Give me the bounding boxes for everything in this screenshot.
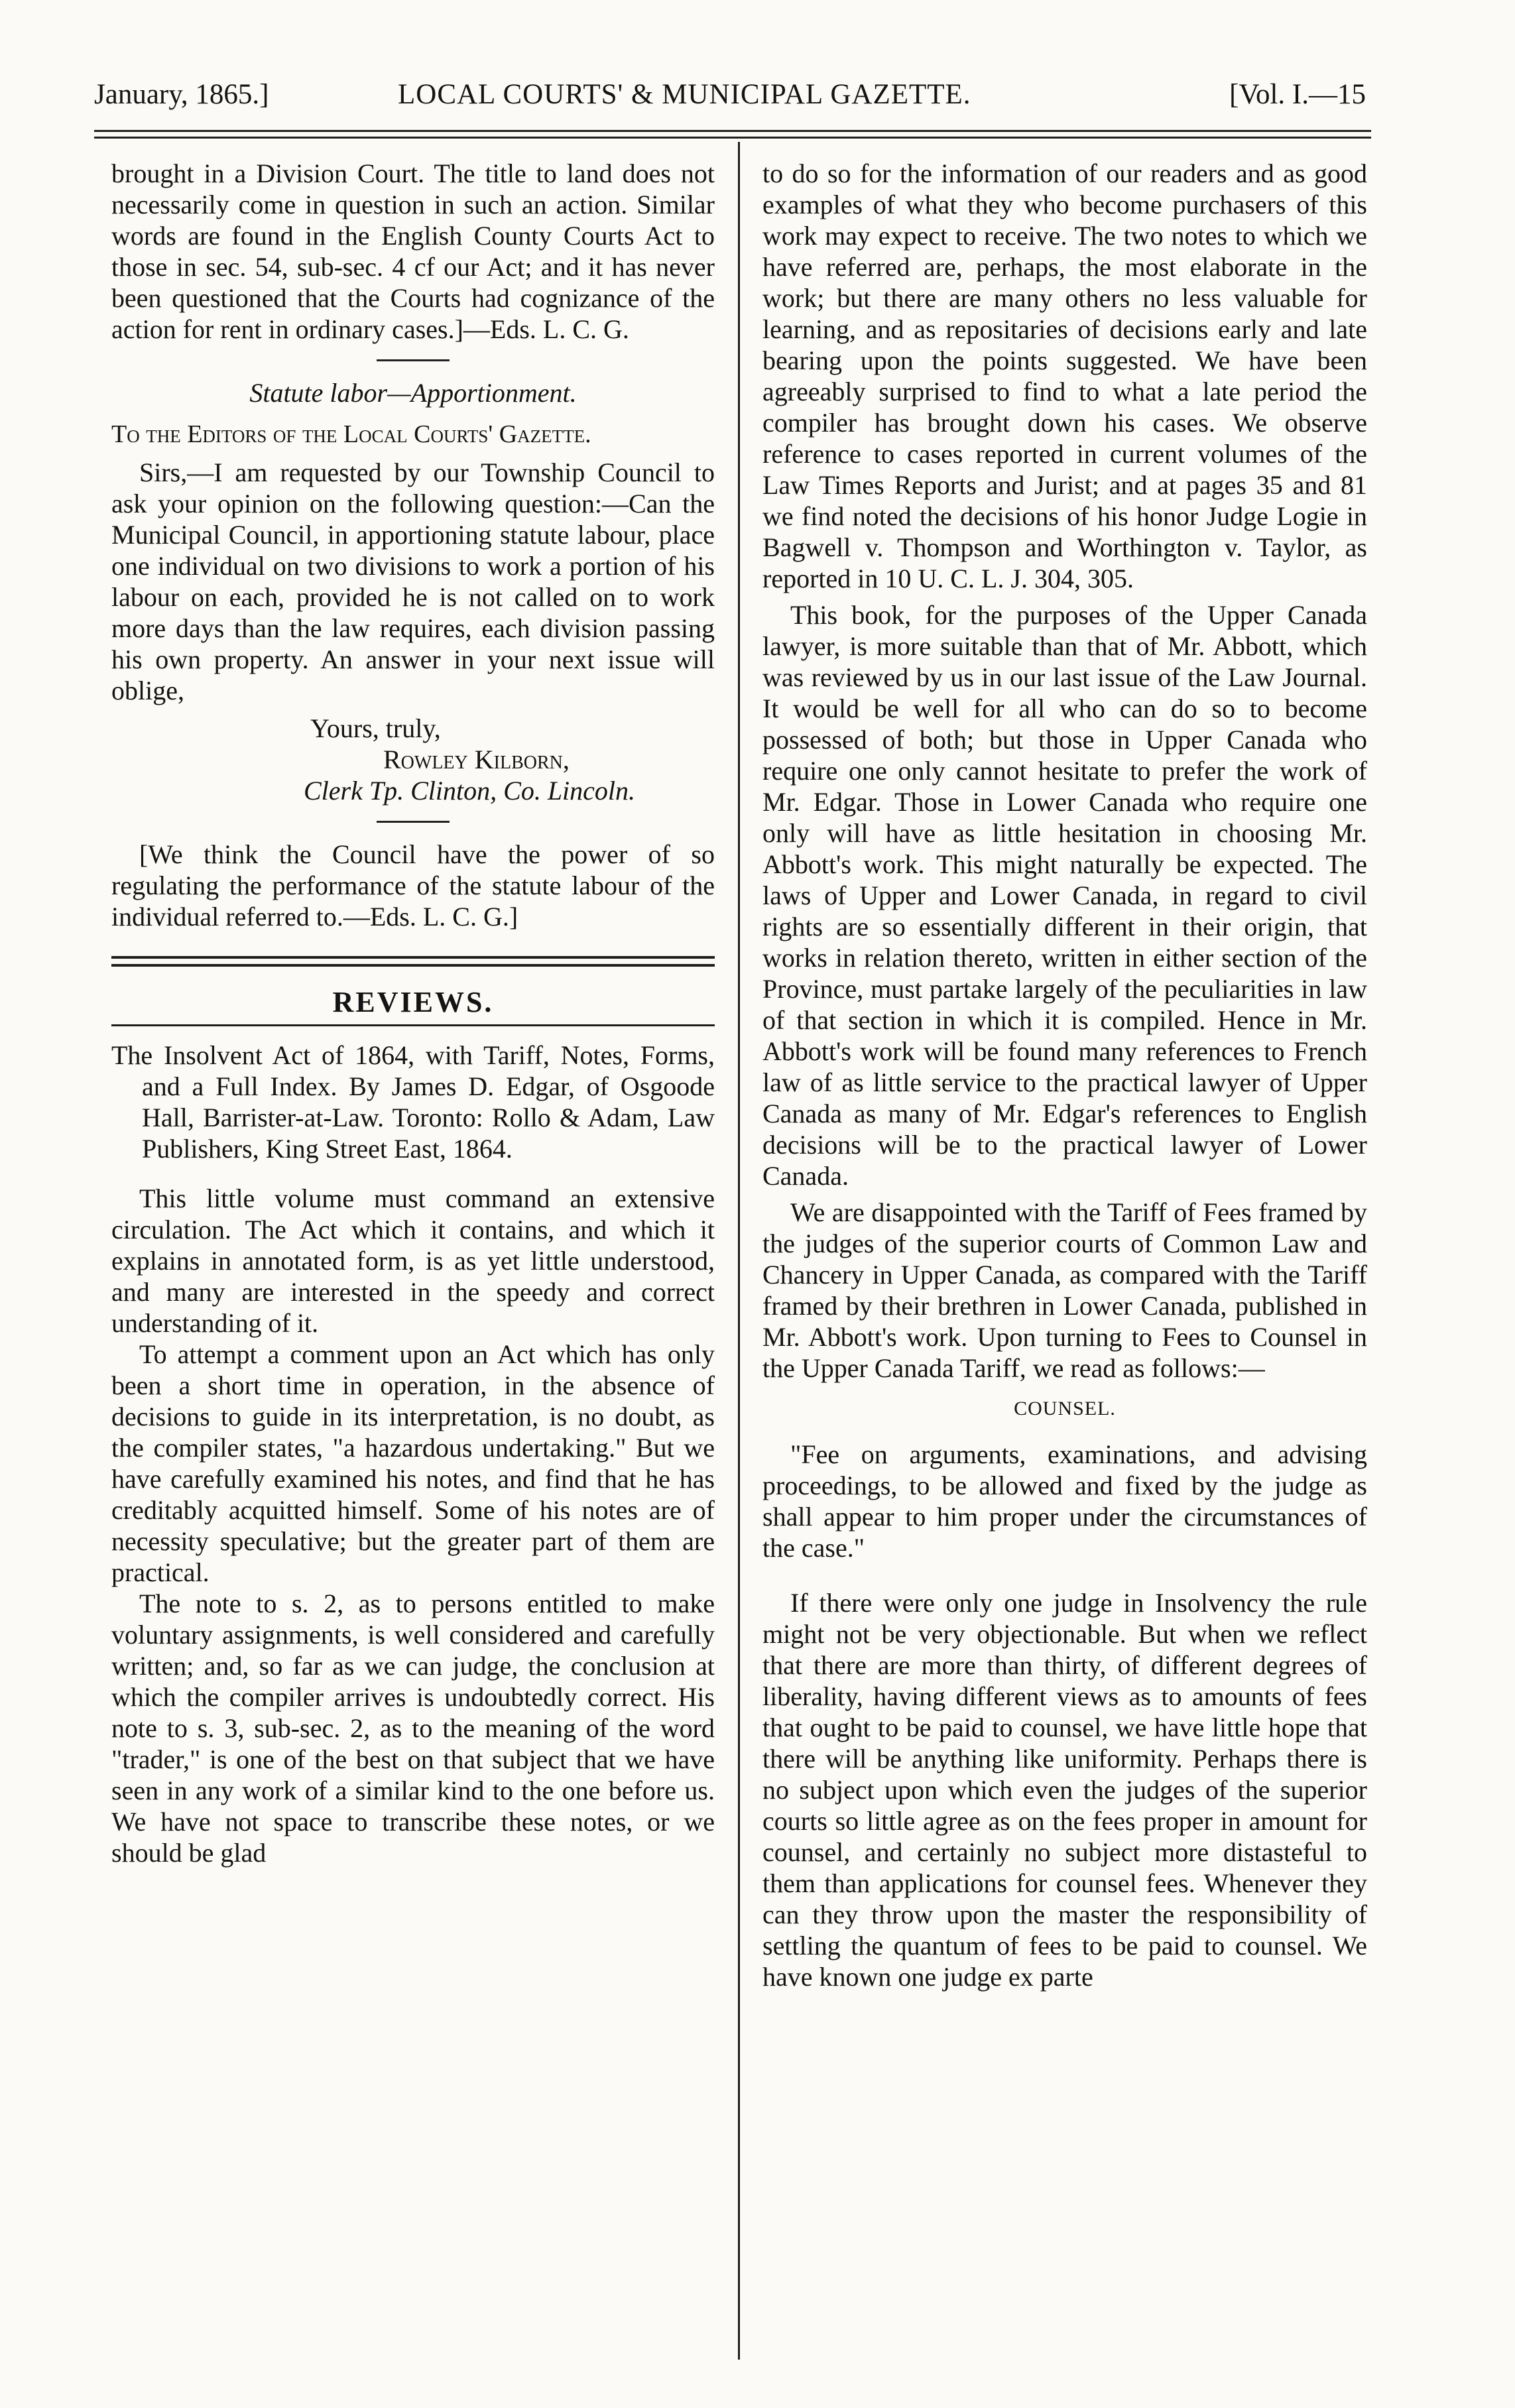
letter-closing: Yours, truly, <box>310 713 441 743</box>
counsel-heading: COUNSEL. <box>1014 1398 1116 1419</box>
letter-signature-title: Clerk Tp. Clinton, Co. Lincoln. <box>304 776 636 806</box>
editorial-reply: [We think the Council have the power of so regulating the performance of the statute labour of the individual referred to.—Eds. L. C. G.] <box>111 839 715 932</box>
review-paragraph: This little volume must command an extensive circulation. The Act which it contains, and which it explains in annotated form, is as yet little understood, and many are interested in the speedy and correct understanding of it. <box>111 1183 715 1338</box>
running-header <box>86 78 1372 118</box>
editorial-note: brought in a Division Court. The title to land does not necessarily come in question in such an action. Similar words are found in the English County Courts Act to those in sec. 54, sub-sec. 4 cf our Act; and it has never been questioned that the Courts had cognizance of the action for rent in ordinary cases.]—Eds. L. C. G. <box>111 158 715 344</box>
review-paragraph: If there were only one judge in Insolvency the rule might not be very objectionable. But when we reflect that there are more than thirty, of different degrees of liberality, having different views as to amounts of fees that ought to be paid to counsel, we have little hope that there will be anything like uniformity. Perhaps there is no subject upon which even the judges of the superior courts so little agree as on the fees proper in amount for counsel, and certainly no subject more distasteful to them than applications for counsel fees. Whenever they can they throw upon the master the responsibility of settling the quantum of fees to be paid to counsel. We have known one judge ex parte <box>762 1588 1367 1992</box>
header-rule-top <box>94 130 1371 132</box>
right-column <box>762 158 1367 1992</box>
header-title: LOCAL COURTS' & MUNICIPAL GAZETTE. <box>398 79 971 110</box>
letter-signature: Rowley Kilborn, <box>383 745 570 774</box>
review-paragraph: This book, for the purposes of the Upper Canada lawyer, is more suitable than that of Mr. Abbott, which was reviewed by us in our last issue of the Law Journal. It would be well for all who can do so to become possessed of both; but those in Upper Canada who require one only cannot hesitate to prefer the work of Mr. Edgar. Those in Lower Canada who require one only will have as little hesitation in choosing Mr. Abbott's work. This might naturally be expected. The laws of Upper and Lower Canada, in regard to civil rights are so essentially different in their origin, that works in relation thereto, written in either section of the Province, must partake largely of the peculiarities in law of that section in which it is compiled. Hence in Mr. Abbott's work will be found many references to French law of as little service to the practical lawyer of Upper Canada as many of Mr. Edgar's references to English decisions will be to the practical lawyer of Lower Canada. <box>762 600 1367 1191</box>
section-separator <box>377 359 450 361</box>
review-paragraph: The note to s. 2, as to persons entitled to make voluntary assignments, is well considered and carefully written; and, so far as we can judge, the conclusion at which the compiler arrives is undoubtedly correct. His note to s. 3, sub-sec. 2, as to the meaning of the word "trader," is one of the best on that subject that we have seen in any work of a similar kind to the one before us. We have not space to transcribe these notes, or we should be glad <box>111 1589 715 1868</box>
header-rule-bottom <box>94 137 1371 139</box>
tariff-quote: "Fee on arguments, examinations, and advising proceedings, to be allowed and fixed by the judge as shall appear to him proper under the circumstances of the case." <box>762 1439 1367 1563</box>
column-divider <box>738 142 740 2360</box>
review-paragraph: To attempt a comment upon an Act which has only been a short time in operation, in the absence of decisions to guide in its interpretation, is no doubt, as the compiler states, "a hazardous undertaking." But we have carefully examined his notes, and find that he has creditably acquitted himself. Some of his notes are of necessity speculative; but the greater part of them are practical. <box>111 1339 715 1587</box>
reviews-rule <box>111 1024 715 1026</box>
double-rule <box>111 956 715 967</box>
header-volume: [Vol. I.—15 <box>1229 79 1366 110</box>
review-paragraph: We are disappointed with the Tariff of Fees framed by the judges of the superior courts of Common Law and Chancery in Upper Canada, as compared with the Tariff framed by their brethren in Lower Canada, published in Mr. Abbott's work. Upon turning to Fees to Counsel in the Upper Canada Tariff, we read as follows:— <box>762 1197 1367 1383</box>
header-date: January, 1865.] <box>94 79 269 110</box>
reviews-heading: REVIEWS. <box>332 986 494 1018</box>
letter-body: Sirs,—I am requested by our Township Council to ask your opinion on the following question:—Can the Municipal Council, in apportioning statute labour, place one individual on two divisions to work a portion of his labour on each, provided he is not called on to work more days than the law requires, each division passing his own property. An answer in your next issue will oblige, <box>111 457 715 705</box>
review-paragraph: to do so for the information of our readers and as good examples of what they who become purchasers of this work may expect to receive. The two notes to which we have referred are, perhaps, the most elaborate in the work; but there are many others no less valuable for learning, and as repositaries of decisions early and late bearing upon the points suggested. We have been agreeably surprised to find to what a late period the compiler has brought down his cases. We observe reference to cases reported in current volumes of the Law Times Reports and Jurist; and at pages 35 and 81 we find noted the decisions of his honor Judge Logie in Bagwell v. Thompson and Worthington v. Taylor, as reported in 10 U. C. L. J. 304, 305. <box>762 158 1367 593</box>
letter-heading: Statute labor—Apportionment. <box>249 378 577 408</box>
section-separator <box>377 821 450 823</box>
letter-address: To the Editors of the Local Courts' Gazette. <box>111 420 591 448</box>
book-title: The Insolvent Act of 1864, with Tariff, Notes, Forms, and a Full Index. By James D. Edgar, of Osgoode Hall, Barrister-at-Law. Toronto: Rollo & Adam, Law Publishers, King Street East, 1864. <box>111 1040 715 1164</box>
left-column <box>111 158 715 1868</box>
